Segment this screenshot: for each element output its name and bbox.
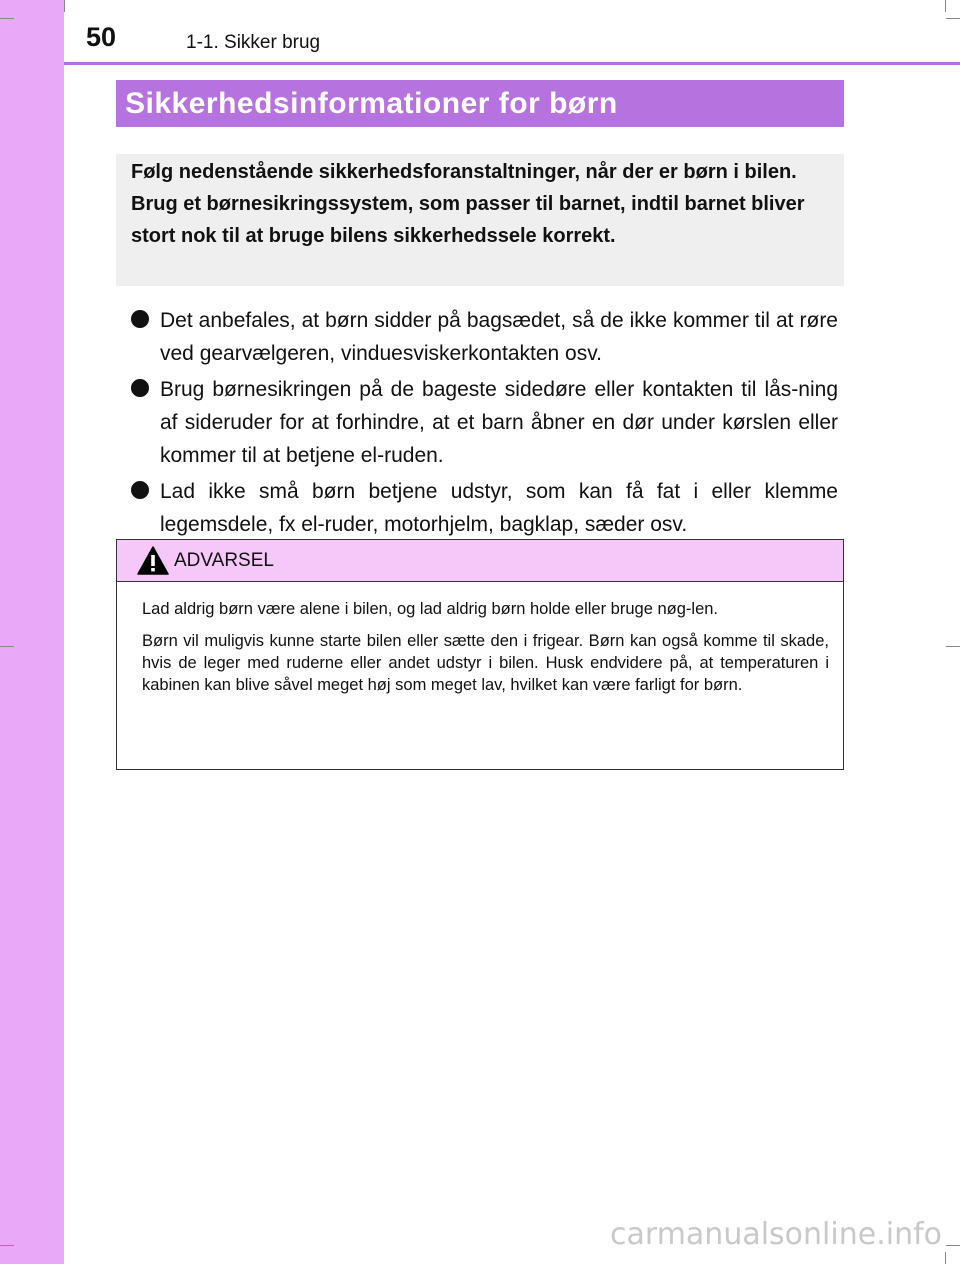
- list-item: [128, 475, 838, 541]
- crop-mark: [0, 18, 14, 19]
- list-item: [128, 373, 838, 472]
- intro-box: [116, 154, 844, 286]
- crop-mark: [946, 1245, 960, 1246]
- list-item-text: Lad ikke små børn betjene udstyr, som kan få fat i eller klemme legemsdele, fx el-ruder, motorhjelm, bagklap, sæder osv.: [160, 480, 838, 536]
- header-rule: [64, 62, 960, 65]
- intro-line: Brug et børnesikringssystem, som passer til barnet, indtil barnet bliver stort nok til at bruge bilens sikkerhedssele korrekt.: [131, 193, 805, 247]
- crop-mark: [64, 0, 65, 12]
- warning-paragraph: Børn vil muligvis kunne starte bilen eller sætte den i frigear. Børn kan også komme til skade, hvis de leger med ruderne eller andet udstyr i bilen. Husk endvidere på, at temperaturen i kabinen kan blive såvel meget høj som meget lav, hvilket kan være farligt for børn.: [142, 632, 829, 694]
- crop-mark: [0, 1245, 14, 1246]
- page-number: 50: [86, 22, 117, 52]
- intro-line: Følg nedenstående sikkerhedsforanstaltninger, når der er børn i bilen.: [131, 161, 797, 183]
- warning-box: [116, 539, 844, 770]
- bullet-icon: [131, 379, 149, 397]
- bullet-icon: [131, 310, 149, 328]
- bullet-icon: [131, 481, 149, 499]
- crop-mark: [0, 646, 14, 647]
- list-item-text: Brug børnesikringen på de bageste sidedøre eller kontakten til lås-ning af sideruder for at forhindre, at et barn åbner en dør under kørslen eller kommer til at betjene el-ruden.: [160, 378, 838, 467]
- crop-mark: [945, 1252, 946, 1264]
- side-color-strip: [0, 0, 64, 1264]
- watermark: carmanualsonline.info: [610, 1217, 942, 1252]
- warning-triangle-icon: [137, 546, 169, 580]
- list-item: [128, 304, 838, 370]
- warning-header: [117, 540, 843, 582]
- crop-mark: [946, 646, 960, 647]
- warning-label: ADVARSEL: [174, 550, 274, 571]
- warning-body: [117, 582, 843, 696]
- bullet-list: [128, 304, 838, 544]
- section-title: Sikkerhedsinformationer for børn: [116, 80, 844, 127]
- warning-paragraph: Lad aldrig børn være alene i bilen, og lad aldrig børn holde eller bruge nøg-len.: [142, 600, 719, 618]
- list-item-text: Det anbefales, at børn sidder på bagsædet, så de ikke kommer til at røre ved gearvælgeren, vinduesviskerkontakten osv.: [160, 309, 838, 365]
- crop-mark: [946, 18, 960, 19]
- chapter-heading: 1-1. Sikker brug: [186, 32, 321, 53]
- crop-mark: [945, 0, 946, 12]
